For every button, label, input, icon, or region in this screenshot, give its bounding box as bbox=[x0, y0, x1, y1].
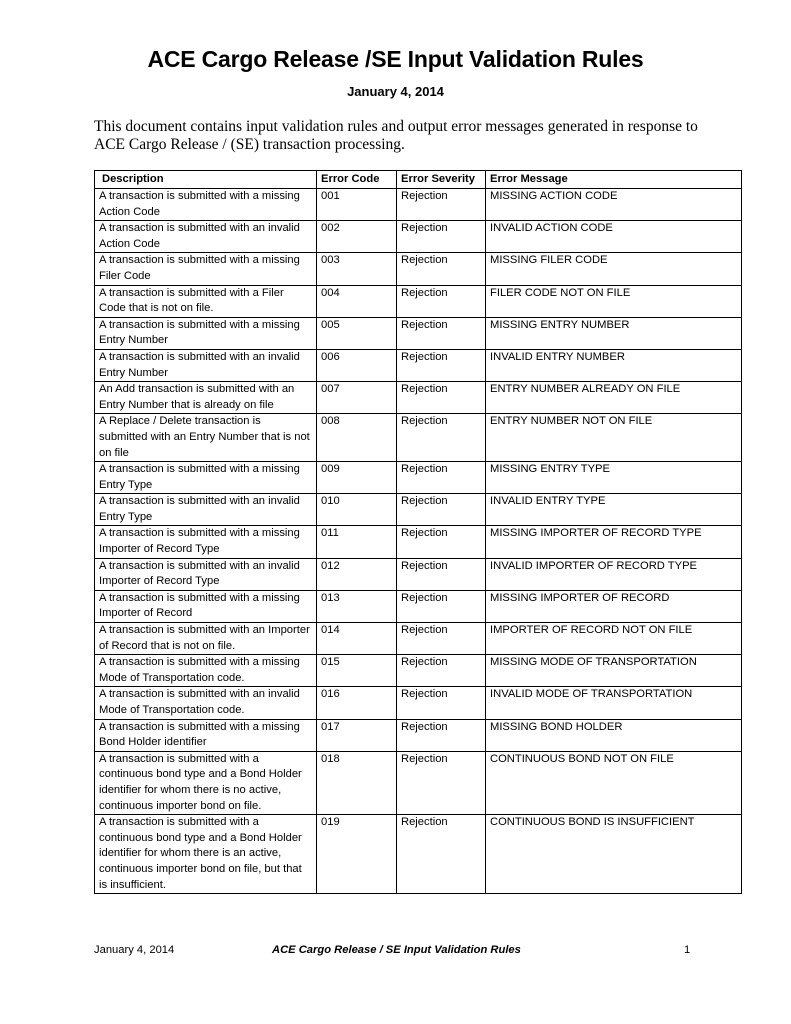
cell-error-message: MISSING IMPORTER OF RECORD bbox=[486, 590, 742, 622]
cell-error-message: CONTINUOUS BOND IS INSUFFICIENT bbox=[486, 815, 742, 894]
table-row bbox=[95, 494, 742, 526]
cell-description: A transaction is submitted with an invalid Mode of Transportation code. bbox=[95, 687, 317, 719]
cell-error-message: INVALID ACTION CODE bbox=[486, 221, 742, 253]
cell-error-code: 018 bbox=[317, 751, 397, 814]
cell-error-message: INVALID MODE OF TRANSPORTATION bbox=[486, 687, 742, 719]
header-error-message: Error Message bbox=[486, 171, 742, 189]
cell-error-message: IMPORTER OF RECORD NOT ON FILE bbox=[486, 623, 742, 655]
footer-page-number: 1 bbox=[684, 944, 691, 956]
cell-error-message: ENTRY NUMBER NOT ON FILE bbox=[486, 414, 742, 462]
cell-description: A transaction is submitted with a missing Filer Code bbox=[95, 253, 317, 285]
table-row bbox=[95, 590, 742, 622]
table-row bbox=[95, 414, 742, 462]
cell-description: A transaction is submitted with an invalid Entry Type bbox=[95, 494, 317, 526]
cell-error-severity: Rejection bbox=[397, 558, 486, 590]
table-row bbox=[95, 815, 742, 894]
cell-error-message: MISSING FILER CODE bbox=[486, 253, 742, 285]
cell-error-severity: Rejection bbox=[397, 719, 486, 751]
cell-error-severity: Rejection bbox=[397, 317, 486, 349]
cell-error-severity: Rejection bbox=[397, 494, 486, 526]
cell-description: A transaction is submitted with a missing Entry Type bbox=[95, 462, 317, 494]
table-row bbox=[95, 462, 742, 494]
document-date: January 4, 2014 bbox=[347, 84, 444, 99]
table-row bbox=[95, 719, 742, 751]
cell-error-code: 001 bbox=[317, 189, 397, 221]
table-row bbox=[95, 687, 742, 719]
cell-error-code: 005 bbox=[317, 317, 397, 349]
cell-error-code: 007 bbox=[317, 382, 397, 414]
cell-error-message: MISSING ENTRY NUMBER bbox=[486, 317, 742, 349]
cell-error-code: 006 bbox=[317, 349, 397, 381]
cell-error-severity: Rejection bbox=[397, 590, 486, 622]
cell-error-code: 012 bbox=[317, 558, 397, 590]
cell-error-severity: Rejection bbox=[397, 414, 486, 462]
table-row bbox=[95, 221, 742, 253]
cell-error-severity: Rejection bbox=[397, 687, 486, 719]
cell-description: A transaction is submitted with an Importer of Record that is not on file. bbox=[95, 623, 317, 655]
cell-error-message: FILER CODE NOT ON FILE bbox=[486, 285, 742, 317]
table-row bbox=[95, 253, 742, 285]
table-row bbox=[95, 751, 742, 814]
cell-error-message: INVALID ENTRY TYPE bbox=[486, 494, 742, 526]
header-error-code: Error Code bbox=[317, 171, 397, 189]
cell-error-code: 003 bbox=[317, 253, 397, 285]
cell-error-code: 016 bbox=[317, 687, 397, 719]
cell-description: A transaction is submitted with an invalid Importer of Record Type bbox=[95, 558, 317, 590]
cell-error-code: 010 bbox=[317, 494, 397, 526]
cell-error-code: 011 bbox=[317, 526, 397, 558]
cell-description: A transaction is submitted with a missing Bond Holder identifier bbox=[95, 719, 317, 751]
table-row bbox=[95, 317, 742, 349]
cell-description: A transaction is submitted with a missing Mode of Transportation code. bbox=[95, 655, 317, 687]
cell-error-code: 015 bbox=[317, 655, 397, 687]
cell-error-message: MISSING ACTION CODE bbox=[486, 189, 742, 221]
cell-description: A transaction is submitted with a continuous bond type and a Bond Holder identifier for whom there is no active, continuous importer bond on file. bbox=[95, 751, 317, 814]
cell-error-code: 013 bbox=[317, 590, 397, 622]
table-header-row bbox=[95, 171, 742, 189]
cell-description: A transaction is submitted with an invalid Action Code bbox=[95, 221, 317, 253]
cell-description: A transaction is submitted with a missing Entry Number bbox=[95, 317, 317, 349]
cell-error-message: INVALID ENTRY NUMBER bbox=[486, 349, 742, 381]
cell-error-severity: Rejection bbox=[397, 349, 486, 381]
cell-error-message: MISSING IMPORTER OF RECORD TYPE bbox=[486, 526, 742, 558]
cell-error-severity: Rejection bbox=[397, 285, 486, 317]
cell-error-severity: Rejection bbox=[397, 623, 486, 655]
header-error-severity: Error Severity bbox=[397, 171, 486, 189]
cell-description: A transaction is submitted with a continuous bond type and a Bond Holder identifier for whom there is an active, continuous importer bond on file, but that is insufficient. bbox=[95, 815, 317, 894]
cell-error-code: 014 bbox=[317, 623, 397, 655]
cell-error-severity: Rejection bbox=[397, 462, 486, 494]
table-row bbox=[95, 526, 742, 558]
cell-error-severity: Rejection bbox=[397, 751, 486, 814]
cell-error-message: INVALID IMPORTER OF RECORD TYPE bbox=[486, 558, 742, 590]
cell-error-message: MISSING ENTRY TYPE bbox=[486, 462, 742, 494]
cell-description: A transaction is submitted with a missing Importer of Record Type bbox=[95, 526, 317, 558]
cell-description: An Add transaction is submitted with an Entry Number that is already on file bbox=[95, 382, 317, 414]
table-row bbox=[95, 189, 742, 221]
cell-error-code: 008 bbox=[317, 414, 397, 462]
cell-error-code: 019 bbox=[317, 815, 397, 894]
header-description: Description bbox=[95, 171, 317, 189]
cell-description: A transaction is submitted with an invalid Entry Number bbox=[95, 349, 317, 381]
cell-error-severity: Rejection bbox=[397, 655, 486, 687]
cell-error-severity: Rejection bbox=[397, 526, 486, 558]
page-title: ACE Cargo Release /SE Input Validation Rules bbox=[147, 46, 644, 72]
cell-error-severity: Rejection bbox=[397, 189, 486, 221]
cell-error-message: ENTRY NUMBER ALREADY ON FILE bbox=[486, 382, 742, 414]
footer-date: January 4, 2014 bbox=[94, 944, 175, 956]
cell-error-message: MISSING BOND HOLDER bbox=[486, 719, 742, 751]
cell-error-code: 009 bbox=[317, 462, 397, 494]
cell-error-message: MISSING MODE OF TRANSPORTATION bbox=[486, 655, 742, 687]
cell-description: A transaction is submitted with a Filer Code that is not on file. bbox=[95, 285, 317, 317]
validation-rules-table bbox=[94, 170, 742, 894]
cell-error-severity: Rejection bbox=[397, 815, 486, 894]
cell-error-code: 002 bbox=[317, 221, 397, 253]
cell-error-code: 004 bbox=[317, 285, 397, 317]
cell-error-severity: Rejection bbox=[397, 221, 486, 253]
table-row bbox=[95, 558, 742, 590]
table-row bbox=[95, 655, 742, 687]
table-row bbox=[95, 623, 742, 655]
footer-title: ACE Cargo Release / SE Input Validation Rules bbox=[272, 944, 521, 956]
cell-description: A Replace / Delete transaction is submitted with an Entry Number that is not on file bbox=[95, 414, 317, 462]
cell-error-message: CONTINUOUS BOND NOT ON FILE bbox=[486, 751, 742, 814]
intro-paragraph: This document contains input validation rules and output error messages generated in response to ACE Cargo Release / (SE) transaction processing. bbox=[94, 118, 698, 153]
table-row bbox=[95, 285, 742, 317]
cell-description: A transaction is submitted with a missing Action Code bbox=[95, 189, 317, 221]
cell-error-severity: Rejection bbox=[397, 253, 486, 285]
table-row bbox=[95, 349, 742, 381]
cell-error-severity: Rejection bbox=[397, 382, 486, 414]
cell-description: A transaction is submitted with a missing Importer of Record bbox=[95, 590, 317, 622]
cell-error-code: 017 bbox=[317, 719, 397, 751]
table-row bbox=[95, 382, 742, 414]
